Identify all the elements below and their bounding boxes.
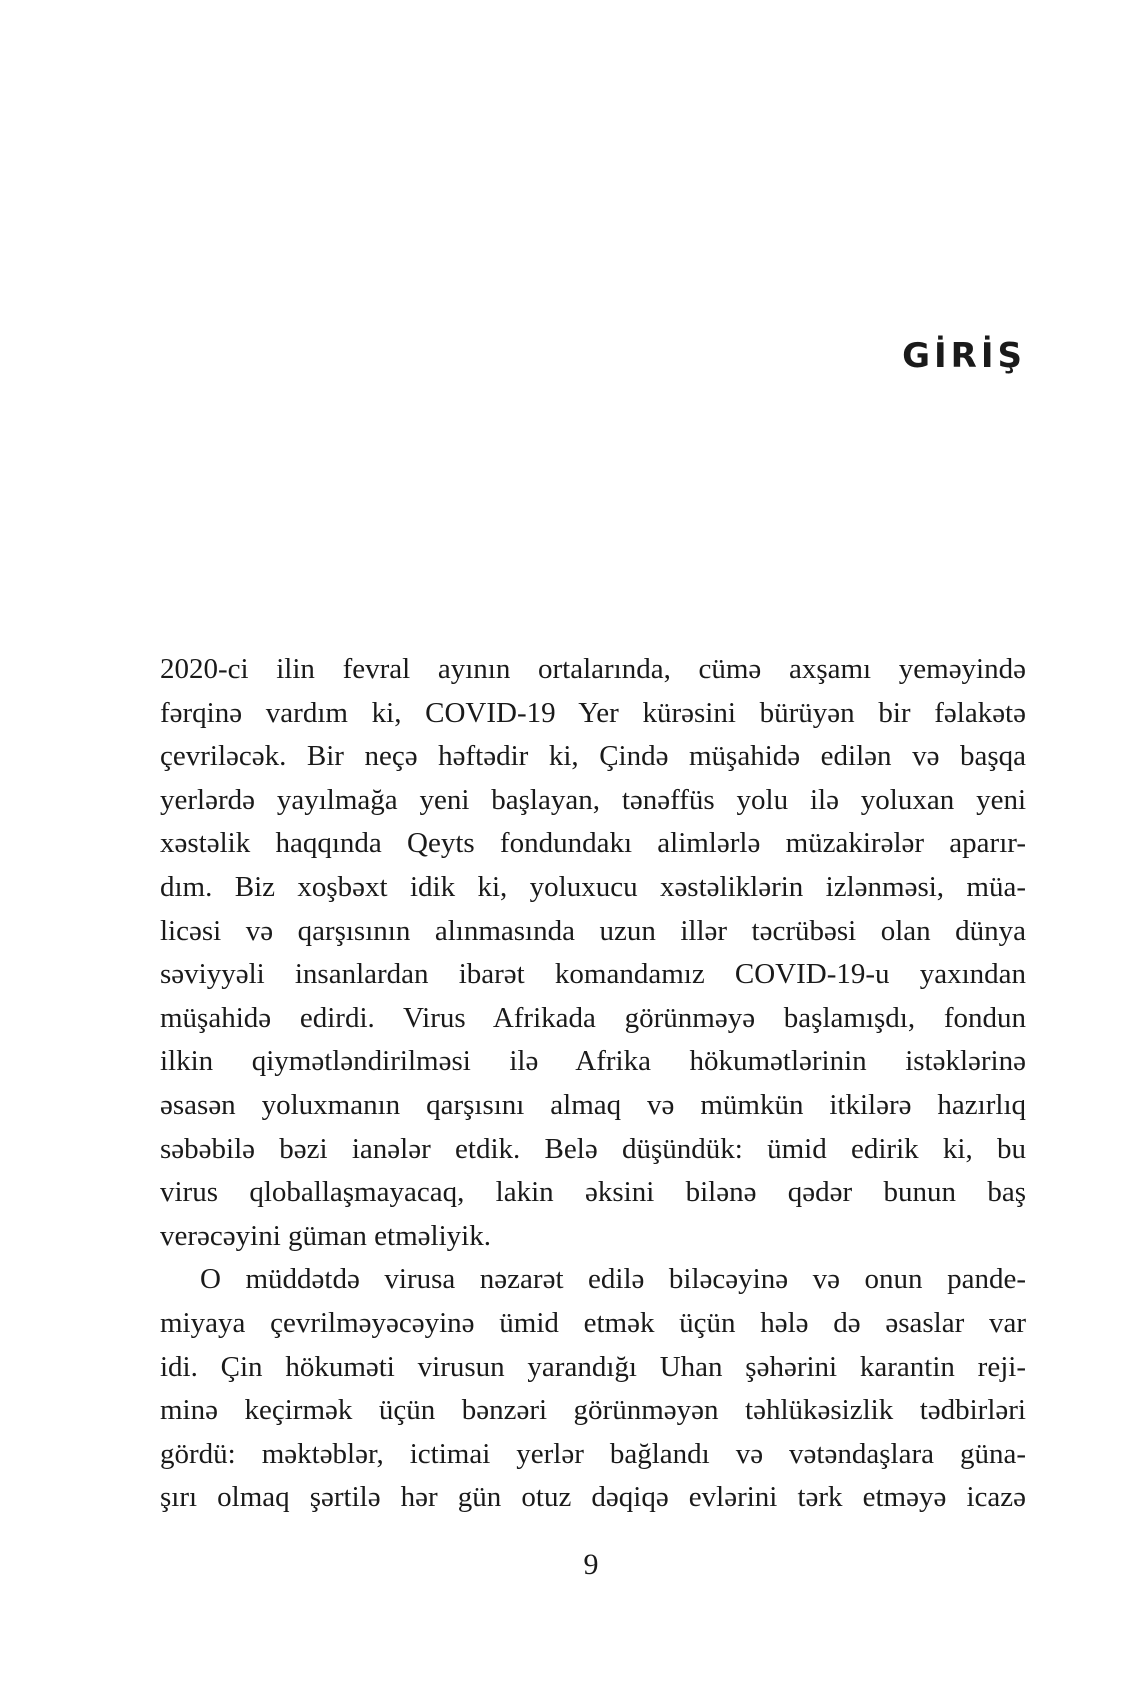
paragraph-1 <box>160 648 1026 1258</box>
text-line: dım. Biz xoşbəxt idik ki, yoluxucu xəstəliklərin izlənməsi, müa- <box>160 870 1026 903</box>
text-line: ilkin qiymətləndirilməsi ilə Afrika hökumətlərinin istəklərinə <box>160 1045 1026 1078</box>
text-line: yerlərdə yayılmağa yeni başlayan, tənəffüs yolu ilə yoluxan yeni <box>160 783 1026 816</box>
chapter-title: GİRİŞ <box>902 336 1026 376</box>
body-text <box>160 648 1026 1520</box>
text-line: virus qloballaşmayacaq, lakin əksini bilənə qədər bunun baş <box>160 1176 1026 1209</box>
text-line: səviyyəli insanlardan ibarət komandamız COVID-19-u yaxından <box>160 958 1026 991</box>
text-line: gördü: məktəblər, ictimai yerlər bağlandı və vətəndaşlara güna- <box>160 1437 1026 1470</box>
text-line: çevriləcək. Bir neçə həftədir ki, Çində müşahidə edilən və başqa <box>160 740 1026 773</box>
page-number: 9 <box>583 1548 599 1581</box>
text-line: müşahidə edirdi. Virus Afrikada görünməyə başlamışdı, fondun <box>160 1001 1026 1034</box>
paragraph-2 <box>160 1258 1026 1520</box>
text-line: licəsi və qarşısının alınmasında uzun illər təcrübəsi olan dünya <box>160 914 1026 947</box>
text-line: səbəbilə bəzi ianələr etdik. Belə düşündük: ümid edirik ki, bu <box>160 1132 1026 1165</box>
text-line: 2020-ci ilin fevral ayının ortalarında, cümə axşamı yeməyində <box>160 653 1026 685</box>
text-line: O müddətdə virusa nəzarət edilə biləcəyinə və onun pande- <box>200 1263 1026 1296</box>
text-line: miyaya çevrilməyəcəyinə ümid etmək üçün hələ də əsaslar var <box>160 1306 1026 1339</box>
text-line: minə keçirmək üçün bənzəri görünməyən təhlükəsizlik tədbirləri <box>160 1394 1026 1427</box>
text-line: idi. Çin hökuməti virusun yarandığı Uhan şəhərini karantin reji- <box>160 1350 1026 1383</box>
text-line: fərqinə vardım ki, COVID-19 Yer kürəsini bürüyən bir fəlakətə <box>160 696 1026 729</box>
text-line: verəcəyini güman etməliyik. <box>160 1219 491 1252</box>
text-line: xəstəlik haqqında Qeyts fondundakı alimlərlə müzakirələr aparır- <box>160 827 1026 860</box>
text-line: əsasən yoluxmanın qarşısını almaq və mümkün itkilərə hazırlıq <box>160 1088 1026 1121</box>
text-line: şırı olmaq şərtilə hər gün otuz dəqiqə evlərini tərk etməyə icazə <box>160 1481 1026 1514</box>
